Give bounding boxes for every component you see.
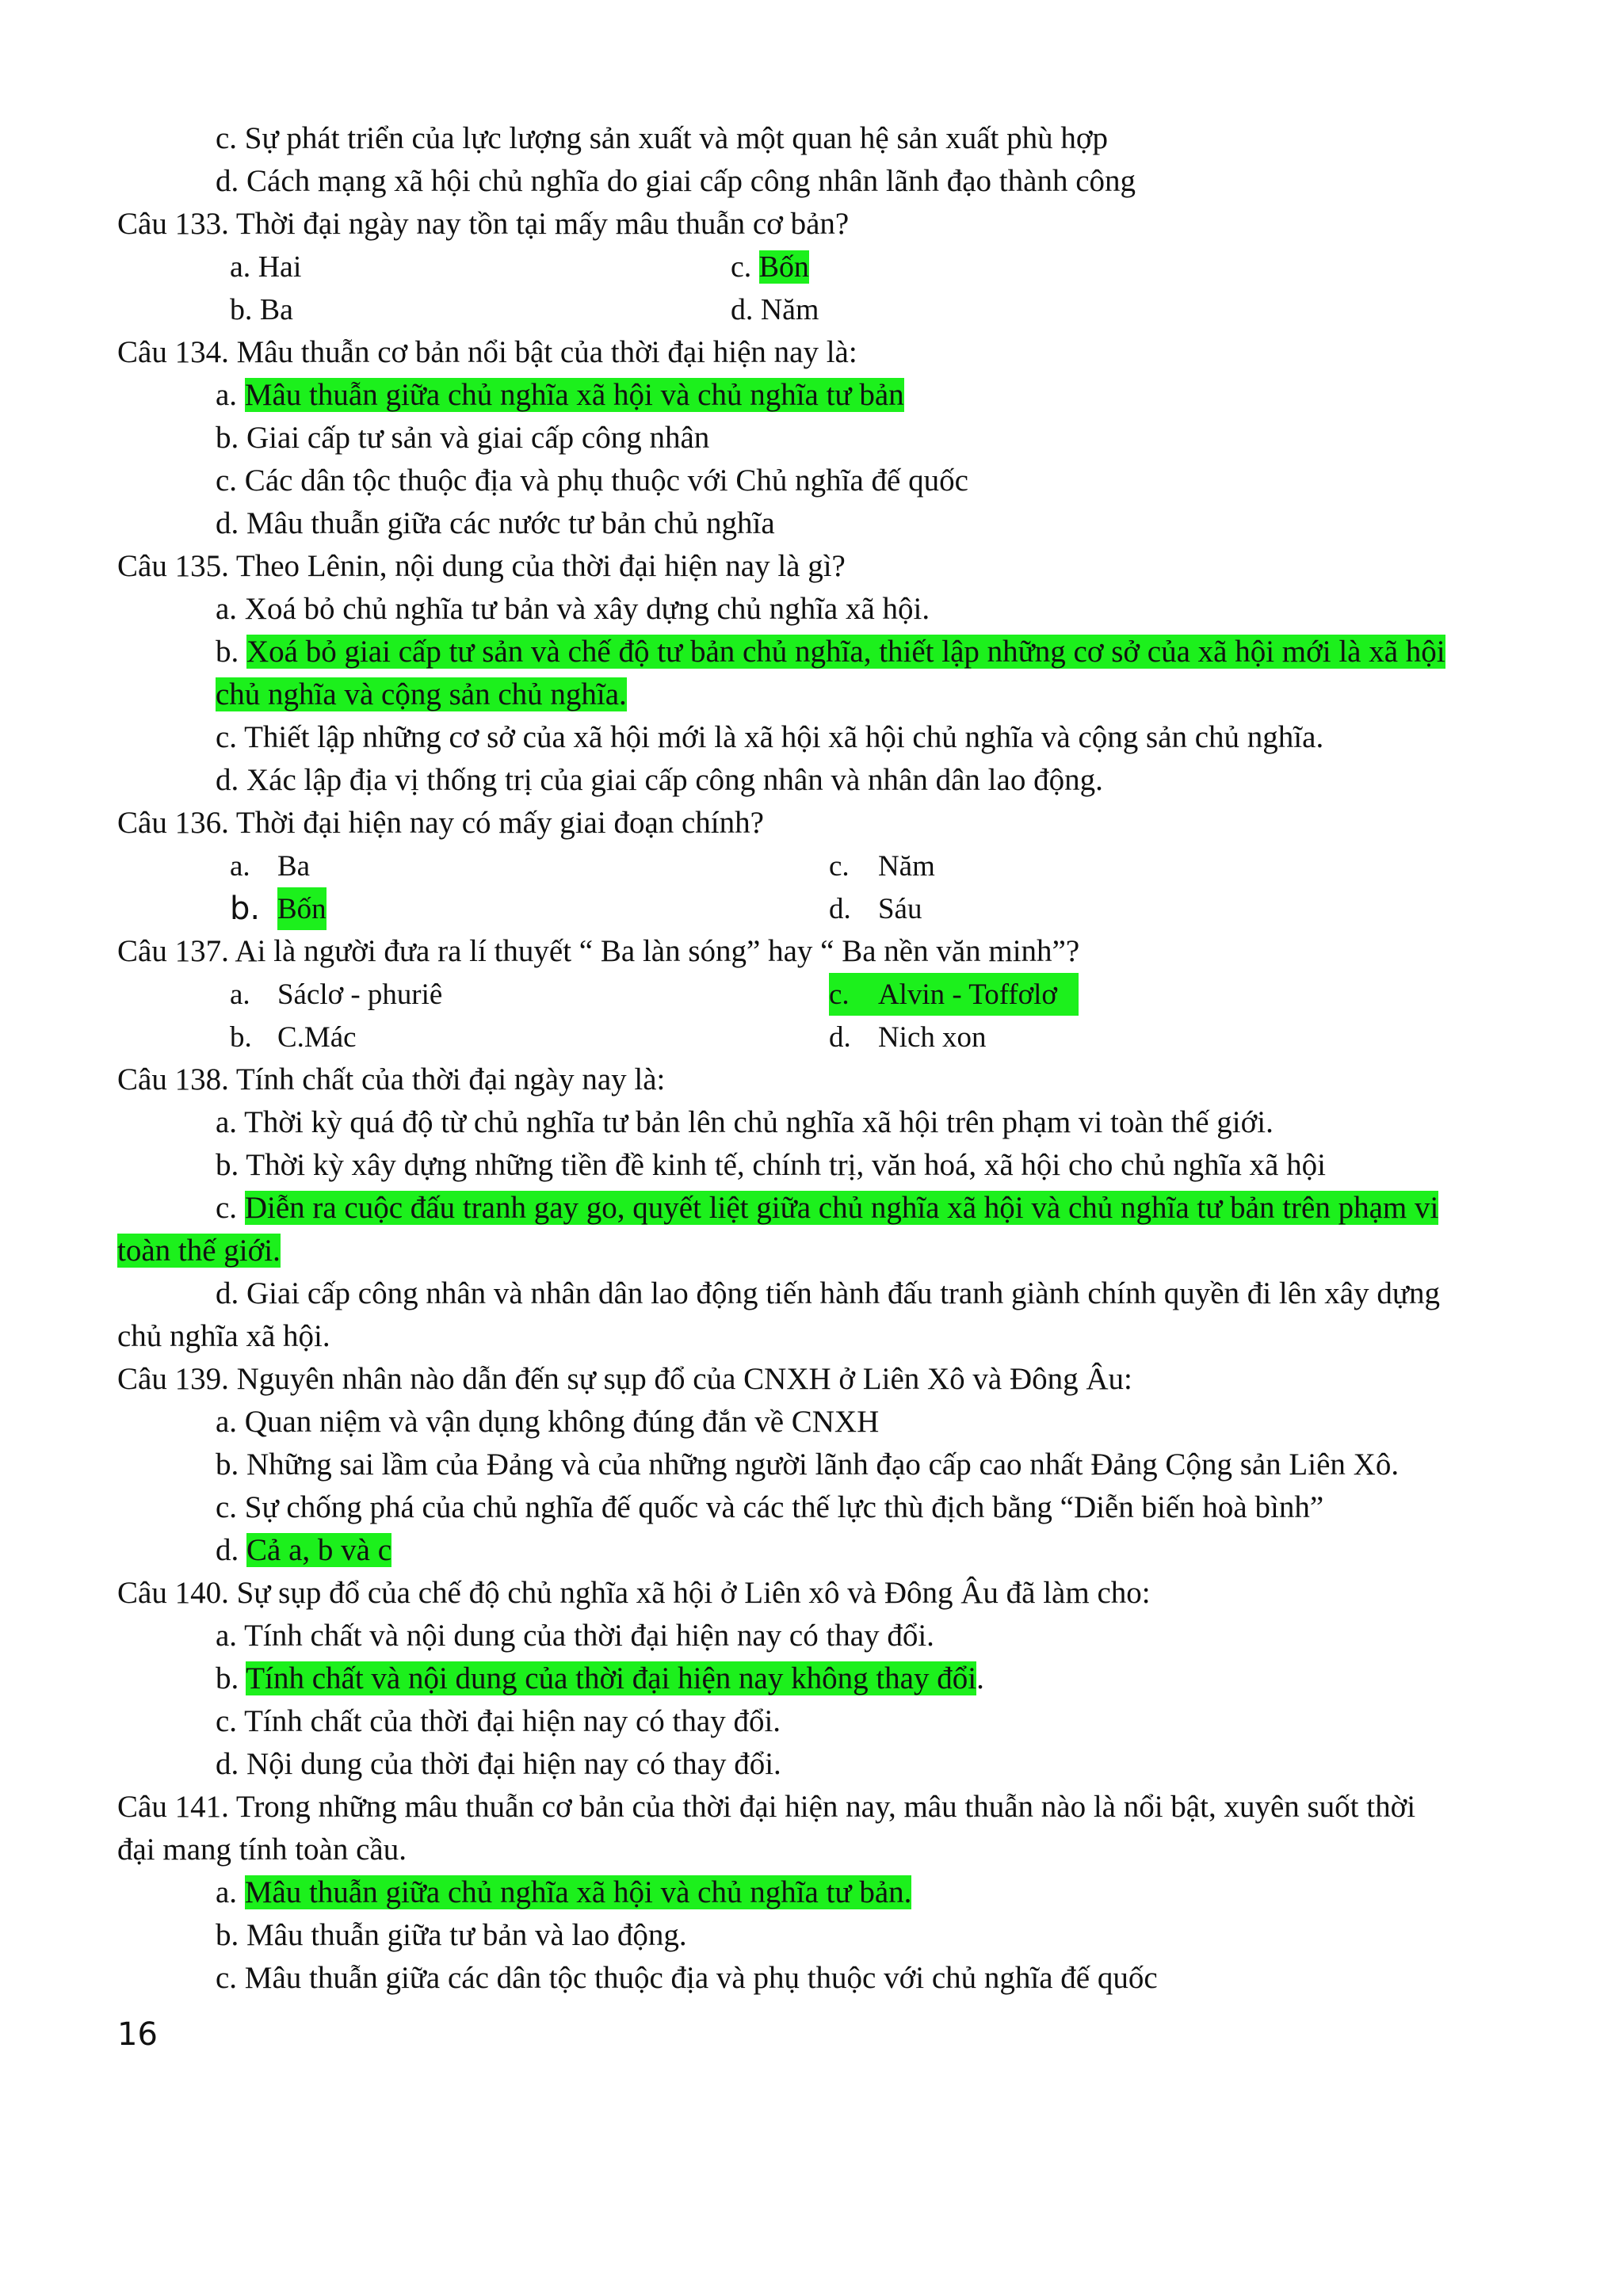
q136-option-d-letter: d. [829, 892, 851, 925]
q133-option-d: d. Năm [731, 293, 819, 326]
q140-option-d: d. Nội dung của thời đại hiện nay có thay đổi. [216, 1747, 781, 1781]
correct-answer-highlight: chủ nghĩa và cộng sản chủ nghĩa. [216, 677, 627, 711]
q135-option-d: d. Xác lập địa vị thống trị của giai cấp công nhân và nhân dân lao động. [216, 763, 1103, 797]
q138-option-a: a. Thời kỳ quá độ từ chủ nghĩa tư bản lên chủ nghĩa xã hội trên phạm vi toàn thế giới. [216, 1105, 1274, 1139]
q137-option-a: Sáclơ - phuriê [277, 978, 443, 1010]
correct-answer-highlight: Cả a, b và c [246, 1533, 392, 1567]
answer-option-c: c. Sự phát triển của lực lượng sản xuất và một quan hệ sản xuất phù hợp [216, 121, 1108, 155]
page-number: 16 [117, 2016, 158, 2053]
q139-option-b: b. Những sai lầm của Đảng và của những người lãnh đạo cấp cao nhất Đảng Cộng sản Liên Xô. [216, 1447, 1400, 1482]
q136-options-row-1 [0, 845, 1623, 887]
q134-option-a: a. Mâu thuẫn giữa chủ nghĩa xã hội và chủ nghĩa tư bản [216, 378, 904, 412]
q137-option-c-letter: c. [829, 978, 850, 1010]
q136-option-d: Sáu [878, 892, 922, 925]
q139-option-a: a. Quan niệm và vận dụng không đúng đắn về CNXH [216, 1405, 880, 1439]
q137-option-d: Nich xon [878, 1020, 987, 1053]
q141-option-a: a. Mâu thuẫn giữa chủ nghĩa xã hội và chủ nghĩa tư bản. [216, 1875, 912, 1909]
q135-option-b: b. Xoá bỏ giai cấp tư sản và chế độ tư bản chủ nghĩa, thiết lập những cơ sở của xã hội mới là xã hội [216, 635, 1445, 669]
q136-option-c: Năm [878, 849, 935, 882]
q140-option-a: a. Tính chất và nội dung của thời đại hiện nay có thay đổi. [216, 1619, 934, 1653]
question-139: Câu 139. Nguyên nhân nào dẫn đến sự sụp đổ của CNXH ở Liên Xô và Đông Âu: [117, 1362, 1132, 1396]
q141-option-c: c. Mâu thuẫn giữa các dân tộc thuộc địa và phụ thuộc với chủ nghĩa đế quốc [216, 1961, 1158, 1995]
q138-option-b: b. Thời kỳ xây dựng những tiền đề kinh tế, chính trị, văn hoá, xã hội cho chủ nghĩa xã hội [216, 1148, 1326, 1182]
q138-option-d-continued: chủ nghĩa xã hội. [117, 1319, 330, 1353]
q136-option-a: Ba [277, 849, 311, 882]
q134-option-c: c. Các dân tộc thuộc địa và phụ thuộc với Chủ nghĩa đế quốc [216, 463, 968, 498]
q133-option-a: a. Hai [230, 250, 302, 284]
q137-option-c: Alvin - Toffơlơ [878, 978, 1057, 1010]
q133-options-row-1 [230, 246, 1577, 288]
question-138: Câu 138. Tính chất của thời đại ngày nay là: [117, 1062, 666, 1097]
question-141: Câu 141. Trong những mâu thuẫn cơ bản của thời đại hiện nay, mâu thuẫn nào là nổi bật, xuyên suốt thời [117, 1790, 1416, 1824]
q133-options-row-2 [230, 288, 1577, 331]
correct-answer-highlight: Tính chất và nội dung của thời đại hiện nay không thay đổi [246, 1661, 977, 1695]
q141-option-b: b. Mâu thuẫn giữa tư bản và lao động. [216, 1918, 687, 1952]
q138-option-c-continued [117, 1230, 281, 1272]
q140-option-c: c. Tính chất của thời đại hiện nay có thay đổi. [216, 1704, 781, 1738]
q135-option-c: c. Thiết lập những cơ sở của xã hội mới là xã hội xã hội chủ nghĩa và cộng sản chủ nghĩa. [216, 720, 1324, 754]
question-141-continued: đại mang tính toàn cầu. [117, 1833, 407, 1867]
q138-option-d: d. Giai cấp công nhân và nhân dân lao động tiến hành đấu tranh giành chính quyền đi lên xây dựng [216, 1276, 1440, 1310]
q137-option-a-letter: a. [230, 978, 250, 1010]
answer-option-d: d. Cách mạng xã hội chủ nghĩa do giai cấp công nhân lãnh đạo thành công [216, 164, 1136, 198]
correct-answer-highlight: Bốn [758, 250, 809, 284]
correct-answer-highlight: Mâu thuẫn giữa chủ nghĩa xã hội và chủ nghĩa tư bản [244, 378, 904, 412]
correct-answer-highlight: toàn thế giới. [117, 1234, 281, 1268]
correct-answer-highlight: Diễn ra cuộc đấu tranh gay go, quyết liệt giữa chủ nghĩa xã hội và chủ nghĩa tư bản trên phạm vi [244, 1191, 1439, 1225]
q136-options-row-2 [0, 887, 1623, 930]
q133-option-b: b. Ba [230, 293, 293, 326]
question-137: Câu 137. Ai là người đưa ra lí thuyết “ Ba làn sóng” hay “ Ba nền văn minh”? [117, 934, 1080, 968]
q139-option-d: d. Cả a, b và c [216, 1533, 392, 1567]
correct-answer-highlight [829, 973, 1079, 1016]
q137-option-b: C.Mác [277, 1020, 357, 1053]
correct-answer-highlight: Xoá bỏ giai cấp tư sản và chế độ tư bản chủ nghĩa, thiết lập những cơ sở của xã hội mới là xã hội [246, 635, 1445, 669]
question-134: Câu 134. Mâu thuẫn cơ bản nổi bật của thời đại hiện nay là: [117, 335, 857, 369]
q136-option-c-letter: c. [829, 849, 850, 882]
q136-option-b-letter: b. [230, 891, 261, 927]
q133-option-c: c. Bốn [731, 250, 809, 284]
q137-options-row-2 [0, 1016, 1623, 1058]
q139-option-c: c. Sự chống phá của chủ nghĩa đế quốc và các thế lực thù địch bằng “Diễn biến hoà bình” [216, 1490, 1324, 1524]
q135-option-b-continued [216, 673, 627, 716]
question-135: Câu 135. Theo Lênin, nội dung của thời đại hiện nay là gì? [117, 549, 846, 583]
question-140: Câu 140. Sự sụp đổ của chế độ chủ nghĩa xã hội ở Liên xô và Đông Âu đã làm cho: [117, 1576, 1151, 1610]
q137-option-d-letter: d. [829, 1020, 851, 1053]
q135-option-a: a. Xoá bỏ chủ nghĩa tư bản và xây dựng chủ nghĩa xã hội. [216, 592, 930, 626]
q134-option-b: b. Giai cấp tư sản và giai cấp công nhân [216, 421, 710, 455]
q138-option-c: c. Diễn ra cuộc đấu tranh gay go, quyết liệt giữa chủ nghĩa xã hội và chủ nghĩa tư bản trên phạm vi [216, 1191, 1439, 1225]
q134-option-d: d. Mâu thuẫn giữa các nước tư bản chủ nghĩa [216, 506, 775, 540]
q136-option-a-letter: a. [230, 849, 250, 882]
q137-options-row-1 [0, 973, 1623, 1016]
q140-option-b: b. Tính chất và nội dung của thời đại hiện nay không thay đổi. [216, 1661, 984, 1695]
question-133: Câu 133. Thời đại ngày nay tồn tại mấy mâu thuẫn cơ bản? [117, 207, 850, 241]
correct-answer-highlight: Mâu thuẫn giữa chủ nghĩa xã hội và chủ nghĩa tư bản. [244, 1875, 912, 1909]
q137-option-b-letter: b. [230, 1020, 252, 1053]
question-136: Câu 136. Thời đại hiện nay có mấy giai đoạn chính? [117, 806, 764, 840]
correct-answer-highlight: Bốn [277, 887, 327, 930]
